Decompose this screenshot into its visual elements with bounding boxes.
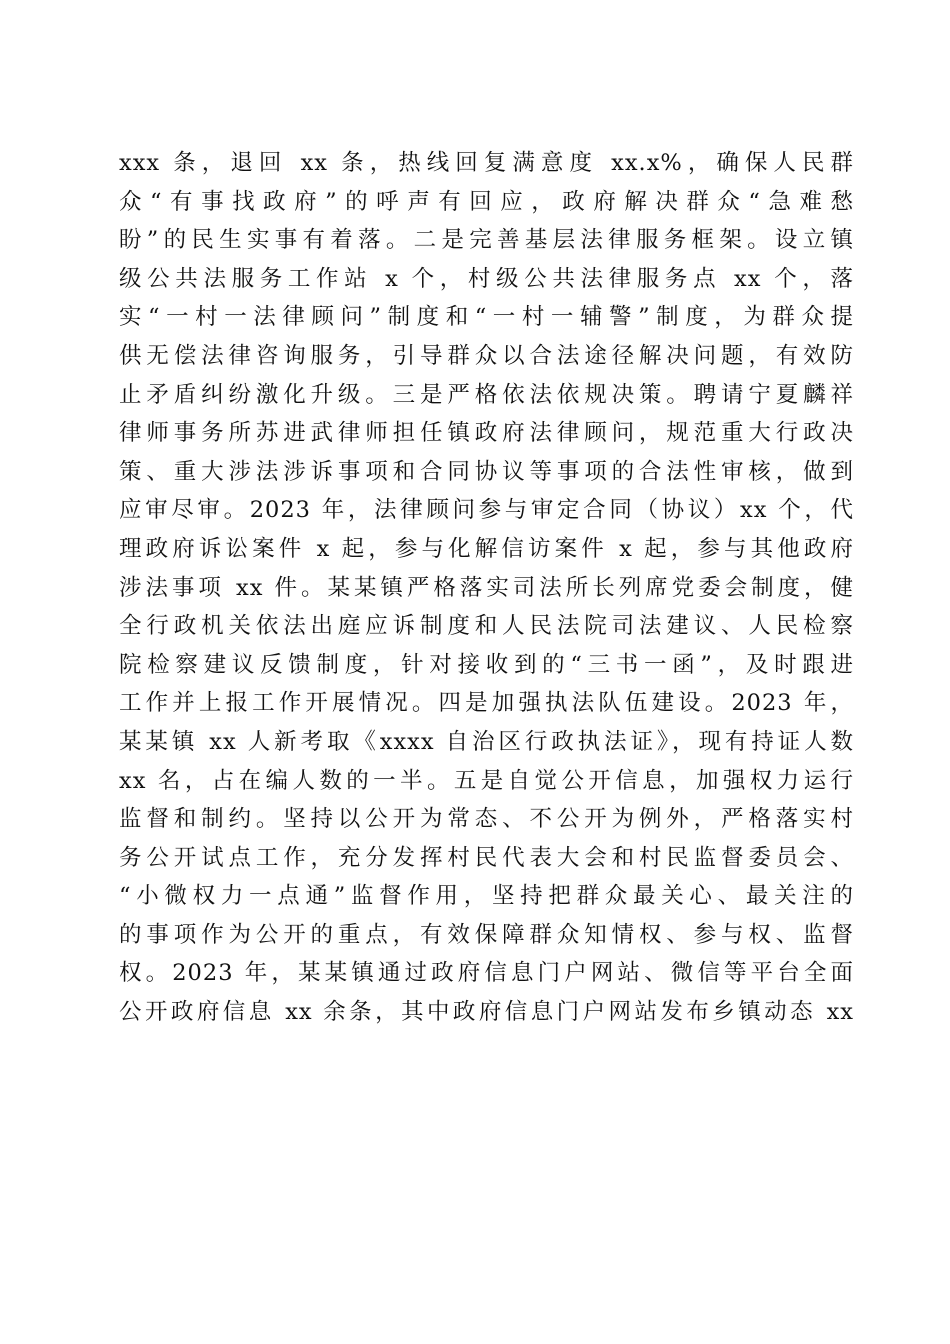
text-line: 全行政机关依法出庭应诉制度和人民法院司法建议、人民检察 [119,613,854,640]
text-line: 院检察建议反馈制度，针对接收到的“三书一函”，及时跟进 [119,651,854,678]
text-line: 工作并上报工作开展情况。四是加强执法队伍建设。2023 年， [119,690,854,717]
text-line: 监督和制约。坚持以公开为常态、不公开为例外，严格落实村 [119,806,854,833]
text-line: 某某镇 xx 人新考取《xxxx 自治区行政执法证》，现有持证人数 [119,728,854,755]
text-line: xx 名，占在编人数的一半。五是自觉公开信息，加强权力运行 [119,767,854,794]
text-line: 律师事务所苏进武律师担任镇政府法律顾问，规范重大行政决 [119,420,854,447]
text-line: 理政府诉讼案件 x 起，参与化解信访案件 x 起，参与其他政府 [119,535,854,562]
text-line: 应审尽审。2023 年，法律顾问参与审定合同（协议）xx 个，代 [119,497,854,524]
text-line: 涉法事项 xx 件。某某镇严格落实司法所长列席党委会制度，健 [119,574,854,601]
text-line: 实“一村一法律顾问”制度和“一村一辅警”制度，为群众提 [119,304,854,331]
text-line: xxx 条，退回 xx 条，热线回复满意度 xx.x%，确保人民群 [119,150,854,176]
text-line: 众“有事找政府”的呼声有回应，政府解决群众“急难愁 [119,188,854,215]
text-line: 策、重大涉法涉诉事项和合同协议等事项的合法性审核，做到 [119,458,854,485]
text-line: “小微权力一点通”监督作用，坚持把群众最关心、最关注的 [119,883,854,910]
text-line: 务公开试点工作，充分发挥村民代表大会和村民监督委员会、 [119,844,854,871]
text-line: 级公共法服务工作站 x 个，村级公共法律服务点 xx 个，落 [119,265,854,292]
text-line: 公开政府信息 xx 余条，其中政府信息门户网站发布乡镇动态 xx [119,999,854,1026]
text-line: 盼”的民生实事有着落。二是完善基层法律服务框架。设立镇 [119,227,854,254]
body-paragraph [119,144,854,1032]
text-line: 供无偿法律咨询服务，引导群众以合法途径解决问题，有效防 [119,342,854,369]
text-line: 权。2023 年，某某镇通过政府信息门户网站、微信等平台全面 [119,960,854,987]
text-line: 的事项作为公开的重点，有效保障群众知情权、参与权、监督 [119,921,854,948]
text-line: 止矛盾纠纷激化升级。三是严格依法依规决策。聘请宁夏麟祥 [119,381,854,408]
